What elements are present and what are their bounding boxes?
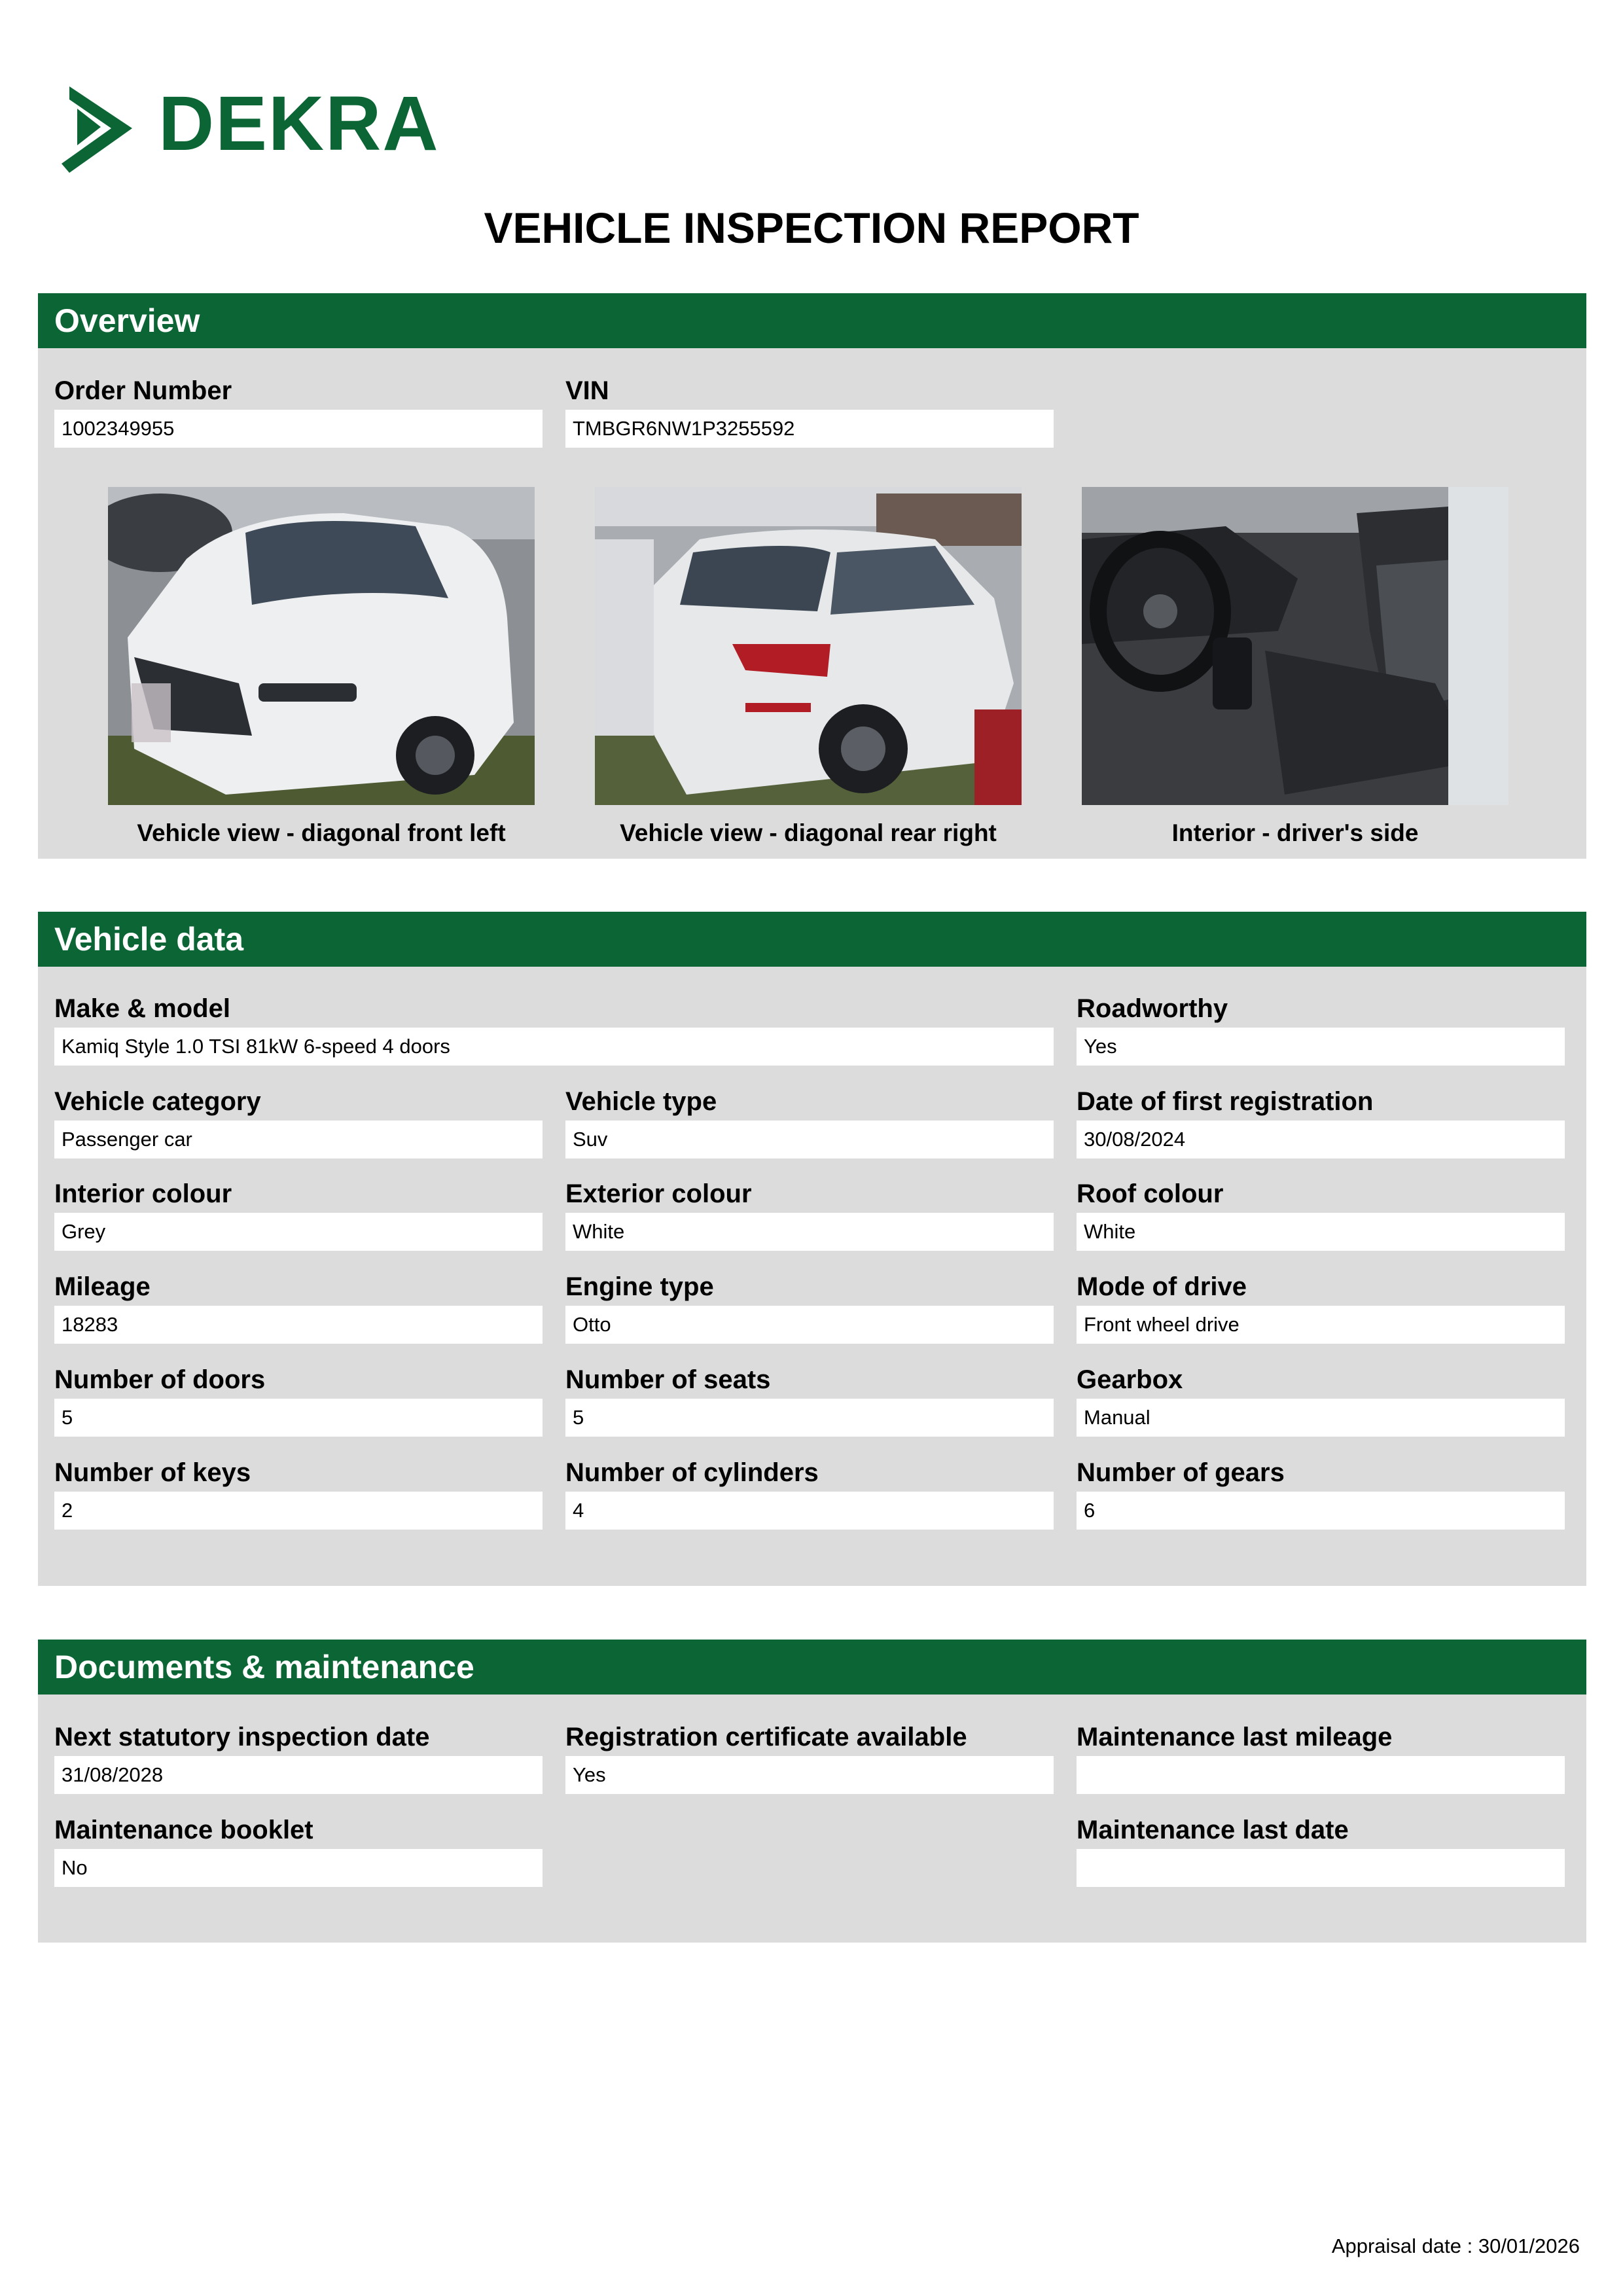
brand-name: DEKRA: [158, 81, 440, 167]
vehicle-type-label: Vehicle type: [565, 1087, 717, 1116]
documents-section: [38, 1640, 1586, 1943]
car-front-photo: [108, 487, 535, 805]
vehicle-category-label: Vehicle category: [54, 1087, 261, 1116]
make-model-value: Kamiq Style 1.0 TSI 81kW 6-speed 4 doors: [54, 1028, 1054, 1066]
appraisal-date: Appraisal date : 30/01/2026: [1331, 2234, 1580, 2257]
roadworthy-value: Yes: [1077, 1028, 1565, 1066]
make-model-label: Make & model: [54, 994, 230, 1023]
maintenance-booklet-label: Maintenance booklet: [54, 1816, 313, 1844]
dekra-logo: [60, 81, 440, 175]
interior-photo: [1082, 487, 1508, 805]
next-inspection-label: Next statutory inspection date: [54, 1723, 430, 1751]
vin-value: TMBGR6NW1P3255592: [565, 410, 1054, 448]
first-registration-value: 30/08/2024: [1077, 1121, 1565, 1158]
overview-section: [38, 293, 1586, 859]
report-title: VEHICLE INSPECTION REPORT: [484, 204, 1139, 252]
vin-label: VIN: [565, 376, 609, 405]
maintenance-last-date-label: Maintenance last date: [1077, 1816, 1349, 1844]
mileage-label: Mileage: [54, 1272, 151, 1301]
mode-of-drive-label: Mode of drive: [1077, 1272, 1247, 1301]
maintenance-last-mileage-label: Maintenance last mileage: [1077, 1723, 1393, 1751]
doors-value: 5: [54, 1399, 543, 1437]
vehicle-type-value: Suv: [565, 1121, 1054, 1158]
keys-label: Number of keys: [54, 1458, 251, 1487]
order-number-value: 1002349955: [54, 410, 543, 448]
car-front-caption: Vehicle view - diagonal front left: [137, 819, 506, 846]
interior-colour-label: Interior colour: [54, 1179, 232, 1208]
next-inspection-value: 31/08/2028: [54, 1756, 543, 1794]
order-number-label: Order Number: [54, 376, 232, 405]
doors-label: Number of doors: [54, 1365, 266, 1394]
exterior-colour-label: Exterior colour: [565, 1179, 752, 1208]
documents-header: Documents & maintenance: [38, 1640, 1586, 1695]
interior-colour-value: Grey: [54, 1213, 543, 1251]
interior-caption: Interior - driver's side: [1171, 819, 1419, 846]
vehicle-data-section: [38, 912, 1586, 1586]
engine-type-value: Otto: [565, 1306, 1054, 1344]
vehicle-data-header: Vehicle data: [38, 912, 1586, 967]
gears-value: 6: [1077, 1492, 1565, 1530]
engine-type-label: Engine type: [565, 1272, 714, 1301]
seats-label: Number of seats: [565, 1365, 771, 1394]
keys-value: 2: [54, 1492, 543, 1530]
gears-label: Number of gears: [1077, 1458, 1285, 1487]
overview-header: Overview: [38, 293, 1586, 348]
maintenance-last-mileage-value: [1077, 1756, 1565, 1794]
vehicle-category-value: Passenger car: [54, 1121, 543, 1158]
cylinders-value: 4: [565, 1492, 1054, 1530]
cylinders-label: Number of cylinders: [565, 1458, 819, 1487]
maintenance-last-date-value: [1077, 1849, 1565, 1887]
dekra-logo-icon: [60, 84, 139, 175]
registration-certificate-label: Registration certificate available: [565, 1723, 967, 1751]
maintenance-booklet-value: No: [54, 1849, 543, 1887]
car-rear-caption: Vehicle view - diagonal rear right: [620, 819, 997, 846]
first-registration-label: Date of first registration: [1077, 1087, 1374, 1116]
exterior-colour-value: White: [565, 1213, 1054, 1251]
registration-certificate-value: Yes: [565, 1756, 1054, 1794]
mileage-value: 18283: [54, 1306, 543, 1344]
roof-colour-label: Roof colour: [1077, 1179, 1224, 1208]
gearbox-value: Manual: [1077, 1399, 1565, 1437]
seats-value: 5: [565, 1399, 1054, 1437]
roadworthy-label: Roadworthy: [1077, 994, 1228, 1023]
car-rear-photo: [595, 487, 1022, 805]
roof-colour-value: White: [1077, 1213, 1565, 1251]
gearbox-label: Gearbox: [1077, 1365, 1183, 1394]
mode-of-drive-value: Front wheel drive: [1077, 1306, 1565, 1344]
